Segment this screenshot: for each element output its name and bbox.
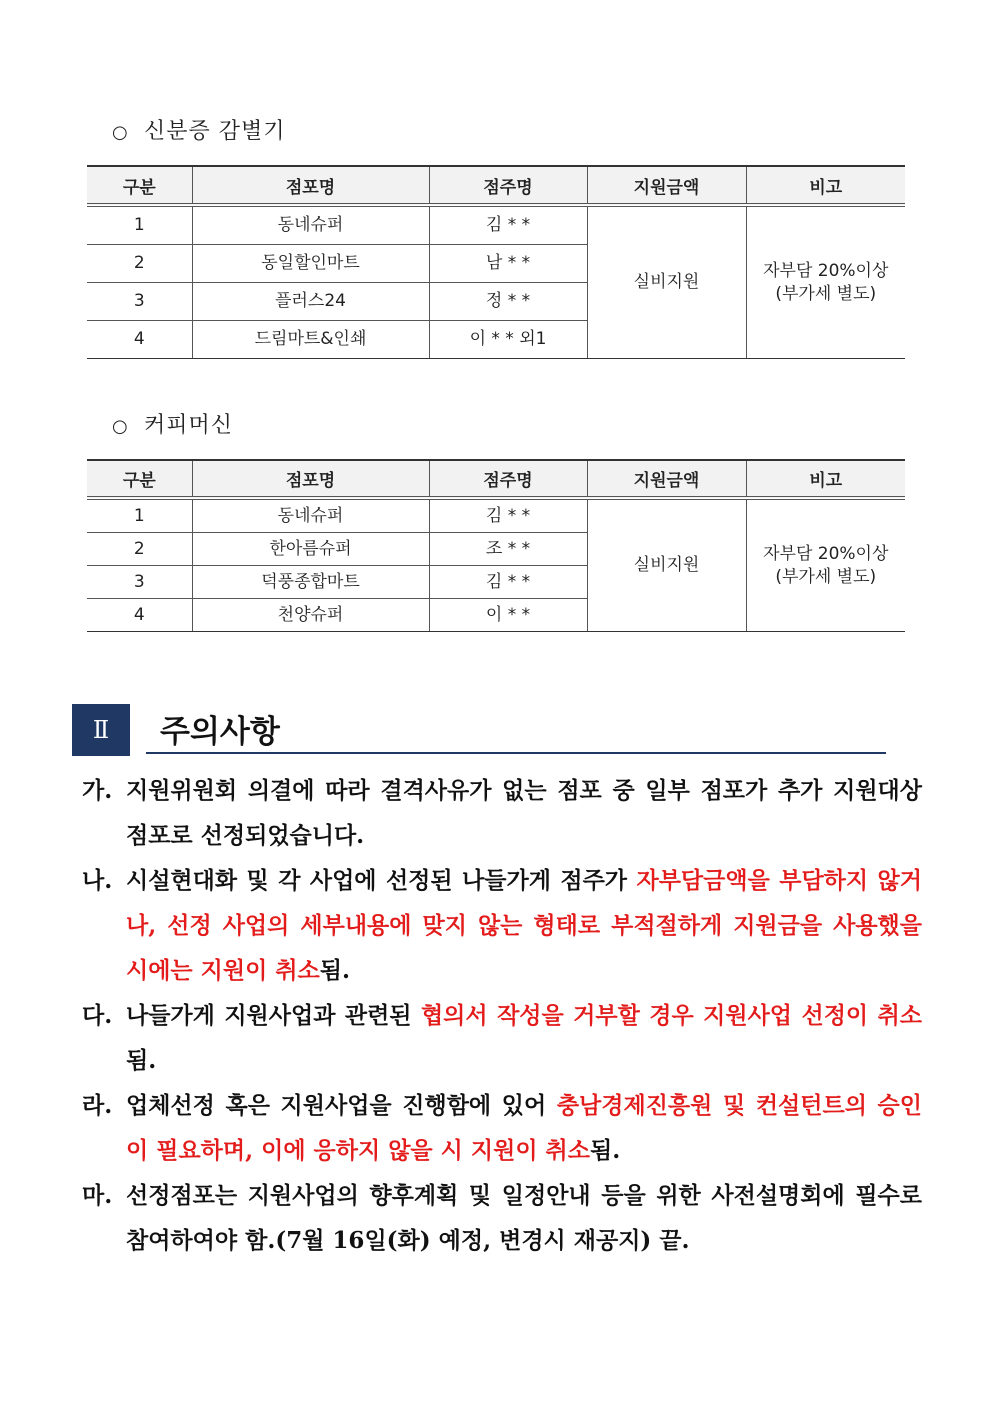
table-row [87,205,905,245]
col-header: 구분 [87,166,192,205]
notice-item: 가. 지원위원회 의결에 따라 결격사유가 없는 점포 중 일부 점포가 추가 지원대상 점포로 선정되었습니다. [82,768,922,858]
col-header: 비고 [746,166,905,205]
store-name: 덕풍종합마트 [192,566,429,599]
section-title-id-checker: ○ 신분증 감별기 [112,119,286,144]
row-number: 2 [87,245,192,283]
store-name: 동네슈퍼 [192,498,429,533]
owner-name: 김 * * [429,566,587,599]
notice-item: 다. 나들가게 지원사업과 관련된 협의서 작성을 거부할 경우 지원사업 선정이 취소됨. [82,993,922,1083]
notice-item-label: 가. [82,777,113,804]
store-name: 한아름슈퍼 [192,533,429,566]
store-name: 동일할인마트 [192,245,429,283]
table-row [87,498,905,533]
col-header: 점포명 [192,166,429,205]
row-number: 1 [87,205,192,245]
notice-item-label: 마. [82,1182,113,1209]
col-header: 점주명 [429,460,587,498]
notice-item-label: 라. [82,1092,113,1119]
owner-name: 이 * * [429,599,587,632]
owner-name: 조 * * [429,533,587,566]
notice-item: 나. 시설현대화 및 각 사업에 선정된 나들가게 점주가 자부담금액을 부담하지 않거나, 선정 사업의 세부내용에 맞지 않는 형태로 부적절하게 지원금을 사용했을 시에는 지원이 취소됨. [82,858,922,993]
col-header: 점주명 [429,166,587,205]
owner-name: 이 * * 외1 [429,321,587,359]
circle-bullet-icon: ○ [112,122,129,143]
table-header-row [87,166,905,205]
remark: 자부담 20%이상 (부가세 별도) [746,498,905,632]
row-number: 4 [87,321,192,359]
notice-heading: 주의사항 [160,714,280,750]
notice-item: 마. 선정점포는 지원사업의 향후계획 및 일정안내 등을 위한 사전설명회에 필수로 참여하여야 함.(7월 16일(화) 예정, 변경시 재공지) 끝. [82,1173,922,1263]
row-number: 3 [87,566,192,599]
col-header: 지원금액 [587,166,746,205]
row-number: 4 [87,599,192,632]
store-name: 드림마트&인쇄 [192,321,429,359]
remark: 자부담 20%이상 (부가세 별도) [746,205,905,359]
row-number: 3 [87,283,192,321]
section-title-coffee-machine: ○ 커피머신 [112,413,234,438]
notice-list [82,768,922,1263]
col-header: 비고 [746,460,905,498]
owner-name: 정 * * [429,283,587,321]
owner-name: 김 * * [429,205,587,245]
notice-item-label: 다. [82,1002,113,1029]
col-header: 점포명 [192,460,429,498]
notice-item-label: 나. [82,867,113,894]
id-checker-table [87,165,905,359]
notice-item: 라. 업체선정 혹은 지원사업을 진행함에 있어 충남경제진흥원 및 컨설턴트의 승인이 필요하며, 이에 응하지 않을 시 지원이 취소됨. [82,1083,922,1173]
col-header: 구분 [87,460,192,498]
section-number-badge: Ⅱ [72,704,130,756]
store-name: 플러스24 [192,283,429,321]
store-name: 천양슈퍼 [192,599,429,632]
owner-name: 남 * * [429,245,587,283]
row-number: 1 [87,498,192,533]
store-name: 동네슈퍼 [192,205,429,245]
coffee-machine-table [87,459,905,632]
table-header-row [87,460,905,498]
col-header: 지원금액 [587,460,746,498]
heading-divider [146,752,886,754]
support-amount: 실비지원 [587,498,746,632]
owner-name: 김 * * [429,498,587,533]
support-amount: 실비지원 [587,205,746,359]
row-number: 2 [87,533,192,566]
circle-bullet-icon: ○ [112,416,129,437]
